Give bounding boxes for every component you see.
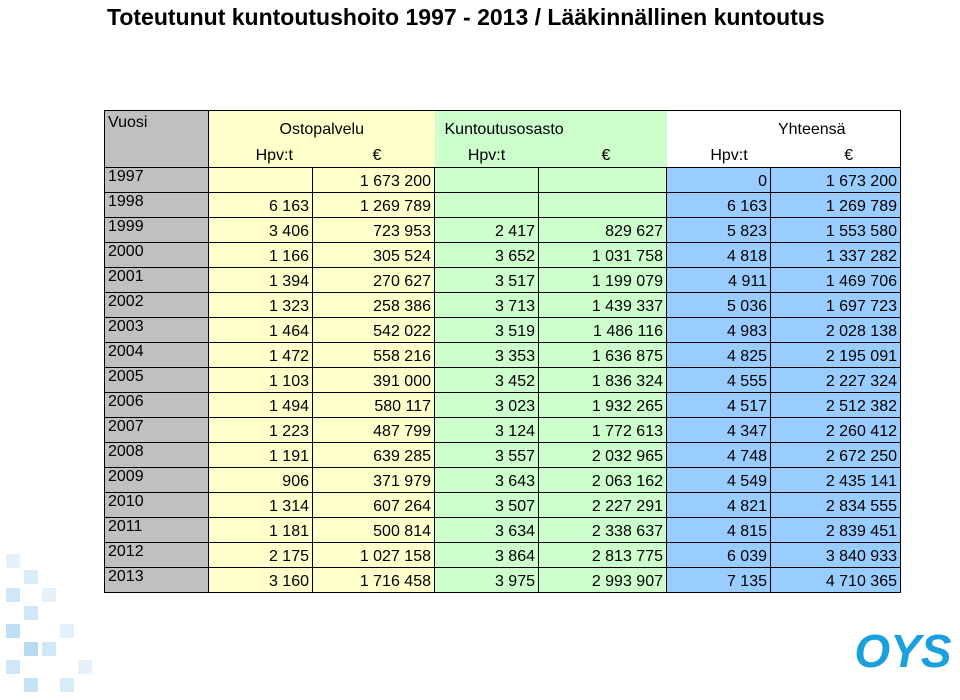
cell-kuntoutusosasto-euro: 1 031 758 [539,243,667,268]
oys-logo-text: OYS [854,625,952,674]
cell-kuntoutusosasto-hpv [435,168,539,193]
cell-ostopalvelu-euro: 1 027 158 [313,543,435,568]
header-yhteensa-hpv: Hpv:t [667,141,771,168]
cell-ostopalvelu-euro: 487 799 [313,418,435,443]
cell-kuntoutusosasto-euro: 829 627 [539,218,667,243]
cell-ostopalvelu-euro: 558 216 [313,343,435,368]
cell-ostopalvelu-euro: 258 386 [313,293,435,318]
table-row [105,393,901,418]
cell-yhteensa-hpv: 4 821 [667,493,771,518]
cell-kuntoutusosasto-euro: 1 932 265 [539,393,667,418]
row-year: 2008 [105,443,209,468]
header-kuntoutusosasto-euro: € [539,141,667,168]
table-row [105,193,901,218]
data-table [104,110,901,593]
header-ostopalvelu: Ostopalvelu [209,111,435,141]
cell-yhteensa-euro: 2 028 138 [771,318,901,343]
page-title: Toteutunut kuntoutushoito 1997 - 2013 / Lääkinnällinen kuntoutus [107,4,825,30]
cell-yhteensa-hpv: 4 983 [667,318,771,343]
cell-kuntoutusosasto-euro: 2 032 965 [539,443,667,468]
cell-kuntoutusosasto-hpv: 3 517 [435,268,539,293]
cell-yhteensa-euro: 1 553 580 [771,218,901,243]
row-year: 2004 [105,343,209,368]
table-row [105,443,901,468]
cell-ostopalvelu-hpv: 1 166 [209,243,313,268]
cell-ostopalvelu-hpv: 2 175 [209,543,313,568]
cell-ostopalvelu-euro: 580 117 [313,393,435,418]
cell-ostopalvelu-hpv: 1 464 [209,318,313,343]
cell-yhteensa-hpv: 4 549 [667,468,771,493]
table-row [105,218,901,243]
cell-ostopalvelu-hpv: 1 394 [209,268,313,293]
cell-kuntoutusosasto-euro: 1 636 875 [539,343,667,368]
cell-kuntoutusosasto-euro [539,193,667,218]
cell-kuntoutusosasto-hpv: 2 417 [435,218,539,243]
cell-ostopalvelu-hpv: 3 160 [209,568,313,593]
cell-kuntoutusosasto-hpv: 3 353 [435,343,539,368]
cell-kuntoutusosasto-hpv: 3 452 [435,368,539,393]
row-year: 2011 [105,518,209,543]
cell-ostopalvelu-hpv: 1 223 [209,418,313,443]
cell-ostopalvelu-hpv: 6 163 [209,193,313,218]
cell-yhteensa-euro: 2 834 555 [771,493,901,518]
oys-logo [850,624,956,674]
cell-yhteensa-hpv: 4 347 [667,418,771,443]
cell-kuntoutusosasto-euro: 2 338 637 [539,518,667,543]
cell-kuntoutusosasto-hpv: 3 652 [435,243,539,268]
cell-yhteensa-hpv: 4 555 [667,368,771,393]
table-row [105,543,901,568]
cell-kuntoutusosasto-hpv: 3 864 [435,543,539,568]
header-ostopalvelu-euro: € [313,141,435,168]
cell-kuntoutusosasto-euro: 1 439 337 [539,293,667,318]
cell-ostopalvelu-hpv: 1 314 [209,493,313,518]
cell-kuntoutusosasto-hpv: 3 124 [435,418,539,443]
cell-kuntoutusosasto-hpv: 3 519 [435,318,539,343]
row-year: 1998 [105,193,209,218]
table-row [105,568,901,593]
header-row-groups [105,111,901,141]
cell-yhteensa-hpv: 5 823 [667,218,771,243]
cell-yhteensa-euro: 2 260 412 [771,418,901,443]
row-year: 2001 [105,268,209,293]
cell-ostopalvelu-hpv: 1 103 [209,368,313,393]
header-yhteensa-euro: € [771,141,901,168]
cell-ostopalvelu-euro: 270 627 [313,268,435,293]
cell-yhteensa-euro: 2 839 451 [771,518,901,543]
header-kuntoutusosasto: Kuntoutusosasto [435,111,667,141]
table-row [105,368,901,393]
header-kuntoutusosasto-hpv: Hpv:t [435,141,539,168]
cell-yhteensa-euro: 2 672 250 [771,443,901,468]
cell-ostopalvelu-euro: 607 264 [313,493,435,518]
cell-yhteensa-hpv: 7 135 [667,568,771,593]
cell-ostopalvelu-euro: 542 022 [313,318,435,343]
cell-yhteensa-hpv: 4 825 [667,343,771,368]
cell-kuntoutusosasto-euro: 1 836 324 [539,368,667,393]
cell-yhteensa-euro: 3 840 933 [771,543,901,568]
cell-yhteensa-euro: 2 227 324 [771,368,901,393]
table-row [105,343,901,368]
cell-ostopalvelu-euro: 1 716 458 [313,568,435,593]
cell-kuntoutusosasto-hpv: 3 557 [435,443,539,468]
row-year: 2010 [105,493,209,518]
cell-kuntoutusosasto-euro: 2 813 775 [539,543,667,568]
cell-ostopalvelu-hpv: 1 191 [209,443,313,468]
cell-yhteensa-euro: 2 435 141 [771,468,901,493]
row-year: 1997 [105,168,209,193]
table-row [105,418,901,443]
cell-kuntoutusosasto-euro: 1 199 079 [539,268,667,293]
cell-yhteensa-hpv: 6 039 [667,543,771,568]
cell-ostopalvelu-hpv: 1 181 [209,518,313,543]
row-year: 2013 [105,568,209,593]
cell-ostopalvelu-hpv: 1 472 [209,343,313,368]
row-year: 2007 [105,418,209,443]
cell-kuntoutusosasto-euro: 2 993 907 [539,568,667,593]
cell-yhteensa-hpv: 4 815 [667,518,771,543]
data-table-container [104,110,901,593]
cell-yhteensa-euro: 2 512 382 [771,393,901,418]
cell-yhteensa-euro: 4 710 365 [771,568,901,593]
cell-ostopalvelu-hpv: 1 323 [209,293,313,318]
cell-ostopalvelu-hpv: 3 406 [209,218,313,243]
cell-ostopalvelu-hpv: 1 494 [209,393,313,418]
header-row-units [105,141,901,168]
cell-ostopalvelu-euro: 639 285 [313,443,435,468]
header-yhteensa: Yhteensä [667,111,901,141]
row-year: 1999 [105,218,209,243]
header-ostopalvelu-hpv: Hpv:t [209,141,313,168]
cell-ostopalvelu-euro: 305 524 [313,243,435,268]
row-year: 2000 [105,243,209,268]
cell-kuntoutusosasto-euro: 2 063 162 [539,468,667,493]
cell-yhteensa-hpv: 4 818 [667,243,771,268]
cell-kuntoutusosasto-euro: 2 227 291 [539,493,667,518]
cell-ostopalvelu-euro: 1 673 200 [313,168,435,193]
table-row [105,468,901,493]
cell-kuntoutusosasto-hpv: 3 507 [435,493,539,518]
cell-kuntoutusosasto-hpv [435,193,539,218]
cell-yhteensa-hpv: 6 163 [667,193,771,218]
cell-kuntoutusosasto-euro: 1 772 613 [539,418,667,443]
cell-yhteensa-euro: 1 673 200 [771,168,901,193]
cell-yhteensa-euro: 1 697 723 [771,293,901,318]
cell-yhteensa-hpv: 4 748 [667,443,771,468]
cell-yhteensa-hpv: 0 [667,168,771,193]
row-year: 2012 [105,543,209,568]
cell-yhteensa-hpv: 4 517 [667,393,771,418]
cell-yhteensa-hpv: 4 911 [667,268,771,293]
table-row [105,243,901,268]
cell-ostopalvelu-euro: 1 269 789 [313,193,435,218]
table-row [105,268,901,293]
cell-ostopalvelu-euro: 391 000 [313,368,435,393]
header-year: Vuosi [105,111,209,168]
cell-kuntoutusosasto-hpv: 3 634 [435,518,539,543]
cell-kuntoutusosasto-hpv: 3 643 [435,468,539,493]
row-year: 2009 [105,468,209,493]
table-row [105,168,901,193]
cell-ostopalvelu-hpv [209,168,313,193]
decorative-squares [0,540,100,700]
cell-kuntoutusosasto-euro: 1 486 116 [539,318,667,343]
cell-ostopalvelu-euro: 371 979 [313,468,435,493]
cell-ostopalvelu-euro: 500 814 [313,518,435,543]
cell-yhteensa-euro: 2 195 091 [771,343,901,368]
row-year: 2005 [105,368,209,393]
cell-yhteensa-euro: 1 469 706 [771,268,901,293]
cell-kuntoutusosasto-hpv: 3 023 [435,393,539,418]
table-body [105,168,901,593]
table-row [105,493,901,518]
cell-yhteensa-euro: 1 269 789 [771,193,901,218]
cell-yhteensa-euro: 1 337 282 [771,243,901,268]
table-row [105,318,901,343]
row-year: 2006 [105,393,209,418]
row-year: 2002 [105,293,209,318]
cell-yhteensa-hpv: 5 036 [667,293,771,318]
table-row [105,293,901,318]
cell-ostopalvelu-hpv: 906 [209,468,313,493]
row-year: 2003 [105,318,209,343]
cell-kuntoutusosasto-hpv: 3 975 [435,568,539,593]
cell-kuntoutusosasto-hpv: 3 713 [435,293,539,318]
cell-kuntoutusosasto-euro [539,168,667,193]
cell-ostopalvelu-euro: 723 953 [313,218,435,243]
table-row [105,518,901,543]
